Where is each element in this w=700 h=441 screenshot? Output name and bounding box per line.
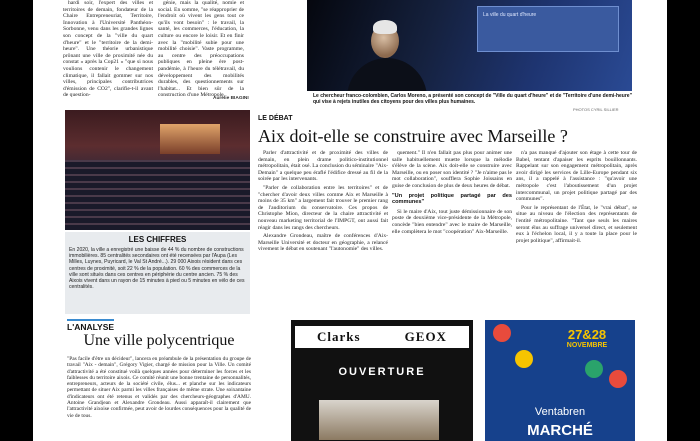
brand-bar: [295, 326, 469, 348]
article-paragraph: quement." Il n'en fallait pas plus pour animer une salle habituellement muette lorsque la mélodie s'élève de la scène. Aix doit-elle se construire avec Marseille, ou en poser son identité ? "Je n'aime pas le mot collaboration", soufflera Sophie Joissains en guise de conclusion de plus de deux heures de débat.: [392, 150, 512, 189]
article-text: hardi soir, l'expert des villes et territoires de demain, fondateur de la Chaire Entrepreneuriat, Territoire, Innovation à l'Université Panthéon-Sorbonne, venu dans les grandes lignes son concept de la "ville du quart d'heure" et le "territoire de la demi-heure". Une théorie urbanistique prônant une ville de proximité née du constat « après la Cop21 » "que si nous voulions contenir le changement climatique, il fallait gommer sur nos villes, principales contributrices d'émission de CO2", clarifie-t-il avant de question-: [63, 0, 153, 99]
ad-city: Ventabren: [534, 406, 586, 418]
article-paragraph: Alexandre Grondeau, maître de conférences d'Aix-Marseille Université et docteur en géographie, a relancé vivement le débat en soutenant "l'autonomie" des villes.: [258, 233, 388, 253]
analyse-kicker: L'ANALYSE: [67, 319, 114, 332]
photo-caption: Le chercheur franco-colombien, Carlos Moreno, a présenté son concept de "Ville du quart d'heure" et de "Territoire d'une demi-heure" qui vise à rejets inutiles des citoyens pour des villes plus humaines.: [313, 93, 632, 105]
ornament-icon: [609, 370, 627, 388]
photo-credit: PHOTOS CYRIL SILLIER: [573, 107, 619, 112]
chiffres-text: En 2020, la ville a enregistré une baisse de 44 % du nombre de constructions immobilières. 85 centralités secondaires ont été recensées par l'Aupa (Les Milles, Luynes, Puyricard, le Val St André...). 29 000 Aixois résident dans ces centres de proximité, soit 22 % de la population. 60 % des commerces de la ville sont situés dans ces centres en périphérie du centre ancien. 75 % des Aixois vivent dans un rayon de 15 minutes à pied ou 5 minutes en vélo de ces centralités.: [69, 247, 245, 291]
article-paragraph: Pour le représentant de l'État, le "vrai débat", se situe au niveau de l'élection des représentants de l'entité métropolitaine. "Tant que seuls les maires seront élus au suffrage universel direct, et seulement eux à l'échelon local, il y a toute la place pour le projet politique", affirmait-il.: [516, 204, 637, 244]
shoe-store-ad[interactable]: [291, 320, 473, 441]
debat-column-3: [516, 150, 637, 315]
article-paragraph: Si le maire d'Aix, tout juste démissionnaire de son poste de deuxième vice-présidente de la Métropole, concède "bien entendre" avec le maire de Marseille, elle complètera le mot "coopération" Aix-Marseille.: [392, 208, 512, 235]
article-signature: Aurélie BIAGINI: [213, 96, 249, 101]
article-paragraph: "Parler de collaboration entre les territoires" et de "chercher d'avoir deux villes comme Aix et Marseille à moins de 35 km" a largement fait trouver le premier rang de l'auditorium du conservatoire. Ces propos de Christophe Mion, directeur de la chaire attractivité et nouveau marketing territorial de l'IMPGT, ont aussi fait réagir dans les rangs des chercheurs.: [258, 184, 388, 231]
debat-headline: Aix doit-elle se construire avec Marseille ?: [258, 126, 568, 146]
debat-kicker: LE DÉBAT: [258, 115, 293, 122]
speaker-body: [347, 58, 427, 91]
top-article-column-1: [63, 0, 153, 100]
debat-column-1: [258, 150, 388, 315]
top-article-column-2: [158, 0, 244, 100]
christmas-market-ad[interactable]: [485, 320, 635, 441]
audience-rows: [65, 160, 250, 230]
screen-text: La ville du quart d'heure: [483, 12, 537, 18]
brand-geox: GEOX: [404, 329, 447, 344]
brand-clarks: Clarks: [317, 329, 361, 344]
ad-headline: OUVERTURE: [338, 366, 426, 378]
debat-column-2: [392, 150, 512, 315]
ad-days: 27&28: [567, 327, 607, 342]
newspaper-page: [33, 0, 667, 441]
ornament-icon: [585, 360, 603, 378]
debat-subhead: "Un projet politique partagé par des communes": [392, 192, 512, 206]
ad-title: MARCHÉ: [527, 422, 593, 439]
ad-month: NOVEMBRE: [566, 342, 608, 349]
analyse-title: Une ville polycentrique: [83, 332, 235, 349]
speaker-hair: [373, 20, 397, 34]
ornament-icon: [515, 350, 533, 368]
chiffres-title: LES CHIFFRES: [128, 235, 187, 244]
article-paragraph: Parler d'attractivité et de proximité des villes de demain, en plein drame politico-institutionnel métropolitain, était osé. La conclusion du séminaire "Aix-Demain" a quelque peu éraflé l'édifice dressé au fil de la soirée par les intervenants.: [258, 150, 388, 183]
article-text: génie, mais la qualité, nomie et social. En somme, "se réapproprier de l'endroit où vivent les gens tout ce qu'ils vont besoin" : le travail, la santé, les commerces, l'éducation, la culture ou encore le loisir. Et en finir avec la "mobilité subie pour une mobilité choisie". Vaste programme, au centre des préoccupations publiques en pleine ère post-pandémie, à l'heure du télétravail, du développement des mobilités durables, des questionnements sur l'habitat... Et bien sûr de la construction d'une Métropole: [158, 0, 244, 99]
article-paragraph: n'a pas manqué d'ajouter son étage à cette tour de Babel, tentant d'apaiser les esprits bouillonnants. Rappelant sur son engagement métropolitain, après avoir dirigé les services de Lille-Europe pendant six ans, il a rappelé à l'assistance : "qu'avoir une métropole c'est l'aboutissement d'un projet intercommunal, un projet politique partagé par des communes".: [516, 150, 637, 203]
auditorium-photo: [65, 110, 250, 230]
speaker-photo: [307, 0, 632, 91]
ad-date: [543, 328, 631, 354]
chiffres-box: [65, 232, 250, 314]
stage-area: [160, 124, 220, 154]
ornament-icon: [493, 324, 511, 342]
analyse-text: "Pas facile d'être un décideur", lancera en préambule de la présentation du groupe de travail "Aix - demain", Grégory Vigier, chargé de mission pour la Ville. Un comité d'attractivité a été constitué voilà quelques années pour déterminer les forces et les faiblesses du territoire aixois. Ce comité réunit une bonne trentaine de personnalités, entrepreneurs, acteurs de la société civile, élus... et planche sur les indicateurs permettant de situer Aix parmi les villes françaises de même strate. Une soixantaine d'indicateurs ont été retenus et validés par des chercheurs-géographes d'AMU. Antoine Grandjean et Alexandre Grondeau. Aussi apparaît-il clairement que l'attractivité aixoise confirmée, peut avoir de lourdes conséquences pour la qualité de vie de tous.: [67, 356, 251, 419]
shoe-image: [319, 400, 439, 440]
